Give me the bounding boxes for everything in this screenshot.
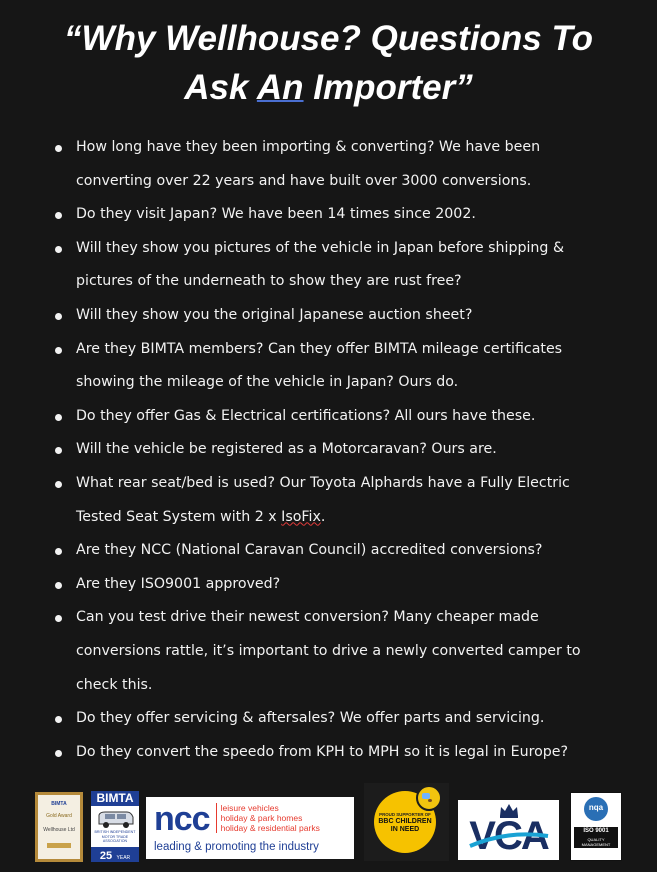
question-item: Do they offer Gas & Electrical certifications? All ours have these. [52, 400, 612, 434]
question-item: Will they show you the original Japanese auction sheet? [52, 299, 612, 333]
bimta-subtitle: BRITISH INDEPENDENT MOTOR TRADE ASSOCIATION [94, 830, 136, 843]
award-line-1: BIMTA [51, 801, 67, 807]
cin-line-1: PROUD SUPPORTER OF [379, 812, 431, 817]
title-ask: Ask [184, 68, 257, 107]
vca-swoosh-icon [458, 800, 559, 860]
questions-list [52, 131, 612, 769]
ncc-line-1: leisure vehicles [220, 803, 279, 813]
nqa-logo [570, 792, 622, 861]
ncc-line-3: holiday & residential parks [220, 823, 320, 833]
nqa-line-2: QUALITY [587, 837, 605, 842]
nqa-mark: nqa [588, 803, 604, 812]
spelling-flag: IsoFix [281, 508, 321, 525]
van-icon [91, 806, 139, 830]
title-line-2 [0, 63, 657, 112]
award-line-2: Gold Award [46, 813, 72, 819]
children-in-need-logo [364, 783, 449, 861]
page-title [0, 14, 657, 112]
question-item: Do they convert the speedo from KPH to MPH so it is legal in Europe? [52, 736, 612, 770]
question-text-end: . [320, 508, 326, 525]
award-certificate-logo [35, 792, 83, 862]
title-line-1: “Why Wellhouse? Questions To [64, 19, 593, 58]
question-item: Will the vehicle be registered as a Motorcaravan? Ours are. [52, 433, 612, 467]
nqa-line-3: MANAGEMENT [581, 842, 611, 847]
question-item: Do they visit Japan? We have been 14 times since 2002. [52, 198, 612, 232]
question-text: What rear seat/bed is used? Our Toyota Alphards have a Fully Electric Tested Seat System with 2 x [76, 474, 570, 525]
question-item: Do they offer servicing & aftersales? We offer parts and servicing. [52, 702, 612, 736]
ncc-mark: ncc [154, 800, 210, 838]
bimta-years: 25 [99, 849, 113, 862]
bimta-name: BIMTA [91, 791, 139, 806]
ncc-tagline: leading & promoting the industry [154, 841, 319, 853]
question-item: Are they BIMTA members? Can they offer BIMTA mileage certificates showing the mileage of the vehicle in Japan? Ours do. [52, 333, 612, 400]
ncc-line-2: holiday & park homes [220, 813, 303, 823]
title-an: An [256, 68, 304, 107]
question-item [52, 467, 612, 534]
accreditation-logos [0, 782, 657, 872]
bimta-logo [91, 791, 139, 862]
question-item: Will they show you pictures of the vehicle in Japan before shipping & pictures of the underneath to show they are rust free? [52, 232, 612, 299]
title-importer: Importer” [303, 68, 473, 107]
question-item: Can you test drive their newest conversion? Many cheaper made conversions rattle, it’s important to drive a newly converted camper to check this. [52, 601, 612, 702]
award-line-3: Wellhouse Ltd [43, 827, 75, 833]
vca-mark: VCA [469, 814, 548, 858]
question-item: Are they NCC (National Caravan Council) accredited conversions? [52, 534, 612, 568]
cin-line-2: BBC CHILDREN [378, 818, 432, 825]
question-item: How long have they been importing & converting? We have been converting over 22 years and have built over 3000 conversions. [52, 131, 612, 198]
cin-line-3: IN NEED [390, 826, 420, 833]
ncc-logo [146, 797, 354, 859]
pudsey-bear-icon [416, 785, 442, 811]
bimta-years-label: YEAR [116, 854, 131, 861]
question-item: Are they ISO9001 approved? [52, 568, 612, 602]
nqa-line-1: ISO 9001 [583, 828, 609, 834]
vca-logo [458, 800, 559, 860]
